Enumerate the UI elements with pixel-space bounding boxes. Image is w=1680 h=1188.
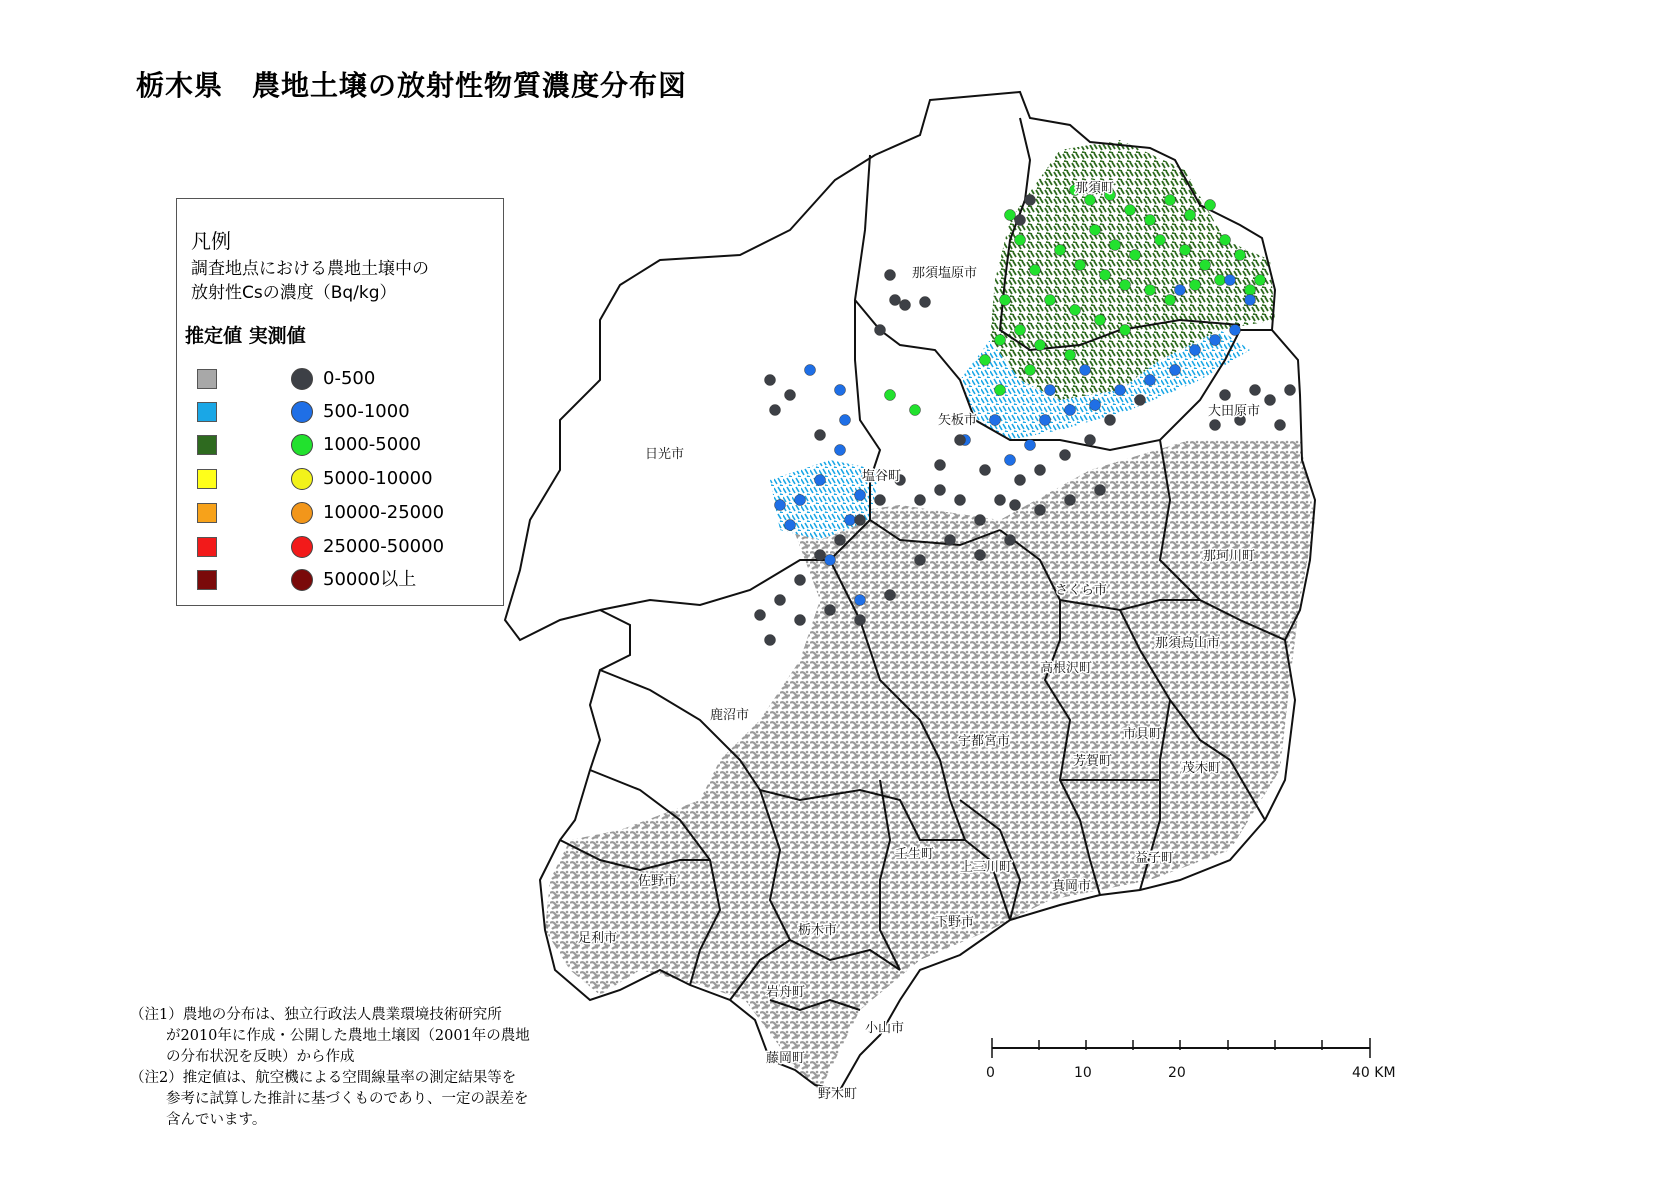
measured-point: [995, 335, 1006, 346]
legend-measured-marker: [291, 468, 313, 490]
legend-row: [197, 467, 497, 493]
municipality-label: 日光市: [645, 447, 685, 462]
measured-point: [1035, 505, 1046, 516]
measured-point: [1235, 250, 1246, 261]
legend-row: [197, 501, 497, 527]
measured-point: [990, 415, 1001, 426]
measured-point: [855, 490, 866, 501]
legend-measured-marker: [291, 368, 313, 390]
measured-point: [1010, 500, 1021, 511]
measured-point: [890, 295, 901, 306]
measured-point: [1165, 195, 1176, 206]
municipality-label: 野木町: [818, 1087, 858, 1102]
measured-point: [945, 535, 956, 546]
municipality-label: 小山市: [865, 1021, 905, 1036]
measured-point: [815, 430, 826, 441]
measured-point: [770, 405, 781, 416]
municipality-label: 那須町: [1075, 181, 1115, 196]
measured-point: [1215, 275, 1226, 286]
measured-point: [1180, 245, 1191, 256]
measured-point: [1030, 265, 1041, 276]
measured-point: [1145, 375, 1156, 386]
legend-range-label: 10000-25000: [323, 502, 445, 523]
municipality-label: 矢板市: [938, 413, 978, 428]
measured-point: [1145, 285, 1156, 296]
measured-point: [795, 615, 806, 626]
legend-row: [197, 367, 497, 393]
map-title: 栃木県 農地土壌の放射性物質濃度分布図: [136, 69, 688, 102]
legend-measured-marker: [291, 502, 313, 524]
legend-range-label: 0-500: [323, 368, 376, 389]
measured-point: [1090, 225, 1101, 236]
note2-line3: 含んでいます。: [166, 1112, 267, 1128]
measured-point: [765, 375, 776, 386]
legend-estimated-swatch: [197, 402, 217, 422]
legend-range-label: 5000-10000: [323, 468, 433, 489]
measured-point: [1110, 240, 1121, 251]
measured-point: [1175, 285, 1186, 296]
legend-description-line2: 放射性Csの濃度（Bq/kg）: [191, 283, 397, 303]
measured-point: [1065, 350, 1076, 361]
measured-point: [955, 435, 966, 446]
measured-point: [935, 460, 946, 471]
note1-line1: （注1）農地の分布は、独立行政法人農業環境技術研究所: [130, 1007, 502, 1023]
municipality-label: 宇都宮市: [958, 734, 1011, 749]
measured-point: [1045, 295, 1056, 306]
measured-point: [1075, 260, 1086, 271]
measured-point: [855, 595, 866, 606]
measured-point: [815, 550, 826, 561]
note2-line1: （注2）推定値は、航空機による空間線量率の測定結果等を: [130, 1070, 517, 1086]
legend-range-label: 25000-50000: [323, 536, 445, 557]
measured-point: [1170, 365, 1181, 376]
municipality-label: 那須烏山市: [1155, 636, 1221, 651]
measured-point: [1025, 195, 1036, 206]
measured-point: [1145, 215, 1156, 226]
measured-point: [885, 390, 896, 401]
measured-point: [1220, 390, 1231, 401]
legend-range-label: 500-1000: [323, 401, 410, 422]
measured-point: [955, 495, 966, 506]
measured-point: [980, 355, 991, 366]
legend-estimated-swatch: [197, 469, 217, 489]
measured-point: [1070, 305, 1081, 316]
measured-point: [1225, 275, 1236, 286]
measured-point: [1085, 195, 1096, 206]
municipality-label: 壬生町: [895, 847, 935, 862]
legend-measured-marker: [291, 536, 313, 558]
legend-measured-marker: [291, 401, 313, 423]
municipality-label: 上三川町: [960, 860, 1013, 875]
measured-point: [1250, 385, 1261, 396]
measured-point: [995, 385, 1006, 396]
measured-point: [1015, 215, 1026, 226]
measured-point: [835, 535, 846, 546]
municipality-label: 岩舟町: [766, 985, 806, 1000]
municipality-label: 下野市: [935, 915, 975, 930]
measured-point: [1025, 365, 1036, 376]
measured-point: [855, 515, 866, 526]
measured-point: [900, 300, 911, 311]
measured-point: [1205, 200, 1216, 211]
note1-line2: が2010年に作成・公開した農地土壌図（2001年の農地: [166, 1028, 530, 1044]
measured-point: [1095, 485, 1106, 496]
municipality-label: 栃木市: [798, 923, 838, 938]
measured-point: [815, 475, 826, 486]
measured-point: [1135, 395, 1146, 406]
legend-heading: 凡例: [191, 229, 231, 253]
measured-point: [995, 495, 1006, 506]
measured-point: [1165, 295, 1176, 306]
municipality-label: 佐野市: [638, 874, 678, 889]
municipality-label: 足利市: [578, 931, 618, 946]
measured-point: [1005, 455, 1016, 466]
measured-point: [835, 445, 846, 456]
measured-point: [875, 325, 886, 336]
measured-point: [1035, 340, 1046, 351]
measured-point: [765, 635, 776, 646]
measured-point: [1025, 440, 1036, 451]
measured-point: [755, 610, 766, 621]
municipality-label: 益子町: [1135, 851, 1175, 866]
measured-point: [885, 270, 896, 281]
municipality-label: 藤岡町: [766, 1051, 806, 1066]
measured-point: [1190, 345, 1201, 356]
measured-point: [1100, 270, 1111, 281]
measured-point: [1125, 205, 1136, 216]
measured-point: [1105, 415, 1116, 426]
legend-estimated-swatch: [197, 503, 217, 523]
measured-point: [1120, 280, 1131, 291]
measured-point: [1040, 415, 1051, 426]
measured-point: [1255, 275, 1266, 286]
measured-point: [855, 615, 866, 626]
measured-point: [795, 495, 806, 506]
municipality-label: 芳賀町: [1073, 754, 1113, 769]
measured-point: [1115, 385, 1126, 396]
measured-point: [975, 515, 986, 526]
scale-bar: [986, 1038, 1396, 1081]
scale-label-40: 40 KM: [1352, 1065, 1396, 1081]
measured-point: [1060, 450, 1071, 461]
legend-estimated-swatch: [197, 435, 217, 455]
footnotes: [130, 1005, 530, 1131]
measured-point: [1065, 405, 1076, 416]
measured-point: [1085, 435, 1096, 446]
legend-measured-marker: [291, 434, 313, 456]
measured-point: [1220, 235, 1231, 246]
measured-point: [1130, 250, 1141, 261]
measured-point: [1190, 280, 1201, 291]
measured-point: [1275, 420, 1286, 431]
measured-point: [1015, 325, 1026, 336]
scale-label-20: 20: [1168, 1065, 1186, 1081]
legend-description: [191, 257, 429, 305]
legend-range-label: 1000-5000: [323, 434, 422, 455]
municipality-label: 那珂川町: [1203, 549, 1256, 564]
note1-line3: の分布状況を反映）から作成: [166, 1049, 355, 1065]
legend-description-line1: 調査地点における農地土壌中の: [191, 259, 429, 279]
measured-point: [915, 495, 926, 506]
measured-point: [1045, 385, 1056, 396]
municipality-label: 大田原市: [1208, 404, 1261, 419]
legend-range-label: 50000以上: [323, 569, 417, 590]
measured-point: [795, 575, 806, 586]
municipality-label: 塩谷町: [862, 469, 902, 484]
legend-estimated-swatch: [197, 537, 217, 557]
measured-point: [785, 520, 796, 531]
measured-point: [1210, 420, 1221, 431]
measured-point: [1065, 495, 1076, 506]
measured-point: [920, 297, 931, 308]
measured-point: [1055, 245, 1066, 256]
measured-point: [1005, 535, 1016, 546]
legend-column-header: 推定値 実測値: [185, 325, 306, 347]
measured-point: [1245, 295, 1256, 306]
municipality-label: 真岡市: [1052, 879, 1092, 894]
measured-point: [1230, 325, 1241, 336]
measured-point: [785, 390, 796, 401]
measured-point: [1210, 335, 1221, 346]
legend-estimated-swatch: [197, 369, 217, 389]
measured-point: [1155, 235, 1166, 246]
measured-point: [1200, 260, 1211, 271]
legend-box: [176, 198, 504, 606]
measured-point: [980, 465, 991, 476]
legend-row: [197, 535, 497, 561]
municipality-label: さくら市: [1055, 583, 1108, 598]
municipality-label: 鹿沼市: [710, 708, 750, 723]
measured-point: [915, 555, 926, 566]
legend-row: [197, 568, 497, 594]
legend-measured-marker: [291, 569, 313, 591]
measured-point: [825, 555, 836, 566]
scale-label-0: 0: [986, 1065, 995, 1081]
measured-point: [935, 485, 946, 496]
legend-estimated-swatch: [197, 570, 217, 590]
municipality-label: 市貝町: [1123, 727, 1163, 742]
measured-point: [845, 515, 856, 526]
measured-point: [1035, 465, 1046, 476]
measured-point: [1080, 365, 1091, 376]
measured-point: [805, 365, 816, 376]
measured-point: [1285, 385, 1296, 396]
note2-line2: 参考に試算した推計に基づくものであり、一定の誤差を: [166, 1091, 529, 1107]
measured-point: [885, 590, 896, 601]
measured-point: [1005, 210, 1016, 221]
measured-point: [840, 415, 851, 426]
measured-point: [775, 500, 786, 511]
measured-point: [1000, 295, 1011, 306]
measured-point: [1095, 315, 1106, 326]
measured-point: [835, 385, 846, 396]
municipality-label: 高根沢町: [1040, 661, 1093, 676]
legend-row: [197, 433, 497, 459]
scale-label-10: 10: [1074, 1065, 1092, 1081]
measured-point: [1185, 210, 1196, 221]
legend-row: [197, 400, 497, 426]
measured-point: [1120, 325, 1131, 336]
measured-point: [975, 550, 986, 561]
measured-point: [1265, 395, 1276, 406]
measured-point: [775, 595, 786, 606]
measured-point: [910, 405, 921, 416]
measured-point: [1015, 475, 1026, 486]
measured-point: [1090, 400, 1101, 411]
measured-point: [825, 605, 836, 616]
municipality-label: 茂木町: [1182, 761, 1222, 776]
measured-point: [1015, 235, 1026, 246]
measured-point: [1245, 285, 1256, 296]
municipality-label: 那須塩原市: [912, 266, 978, 281]
measured-point: [875, 495, 886, 506]
